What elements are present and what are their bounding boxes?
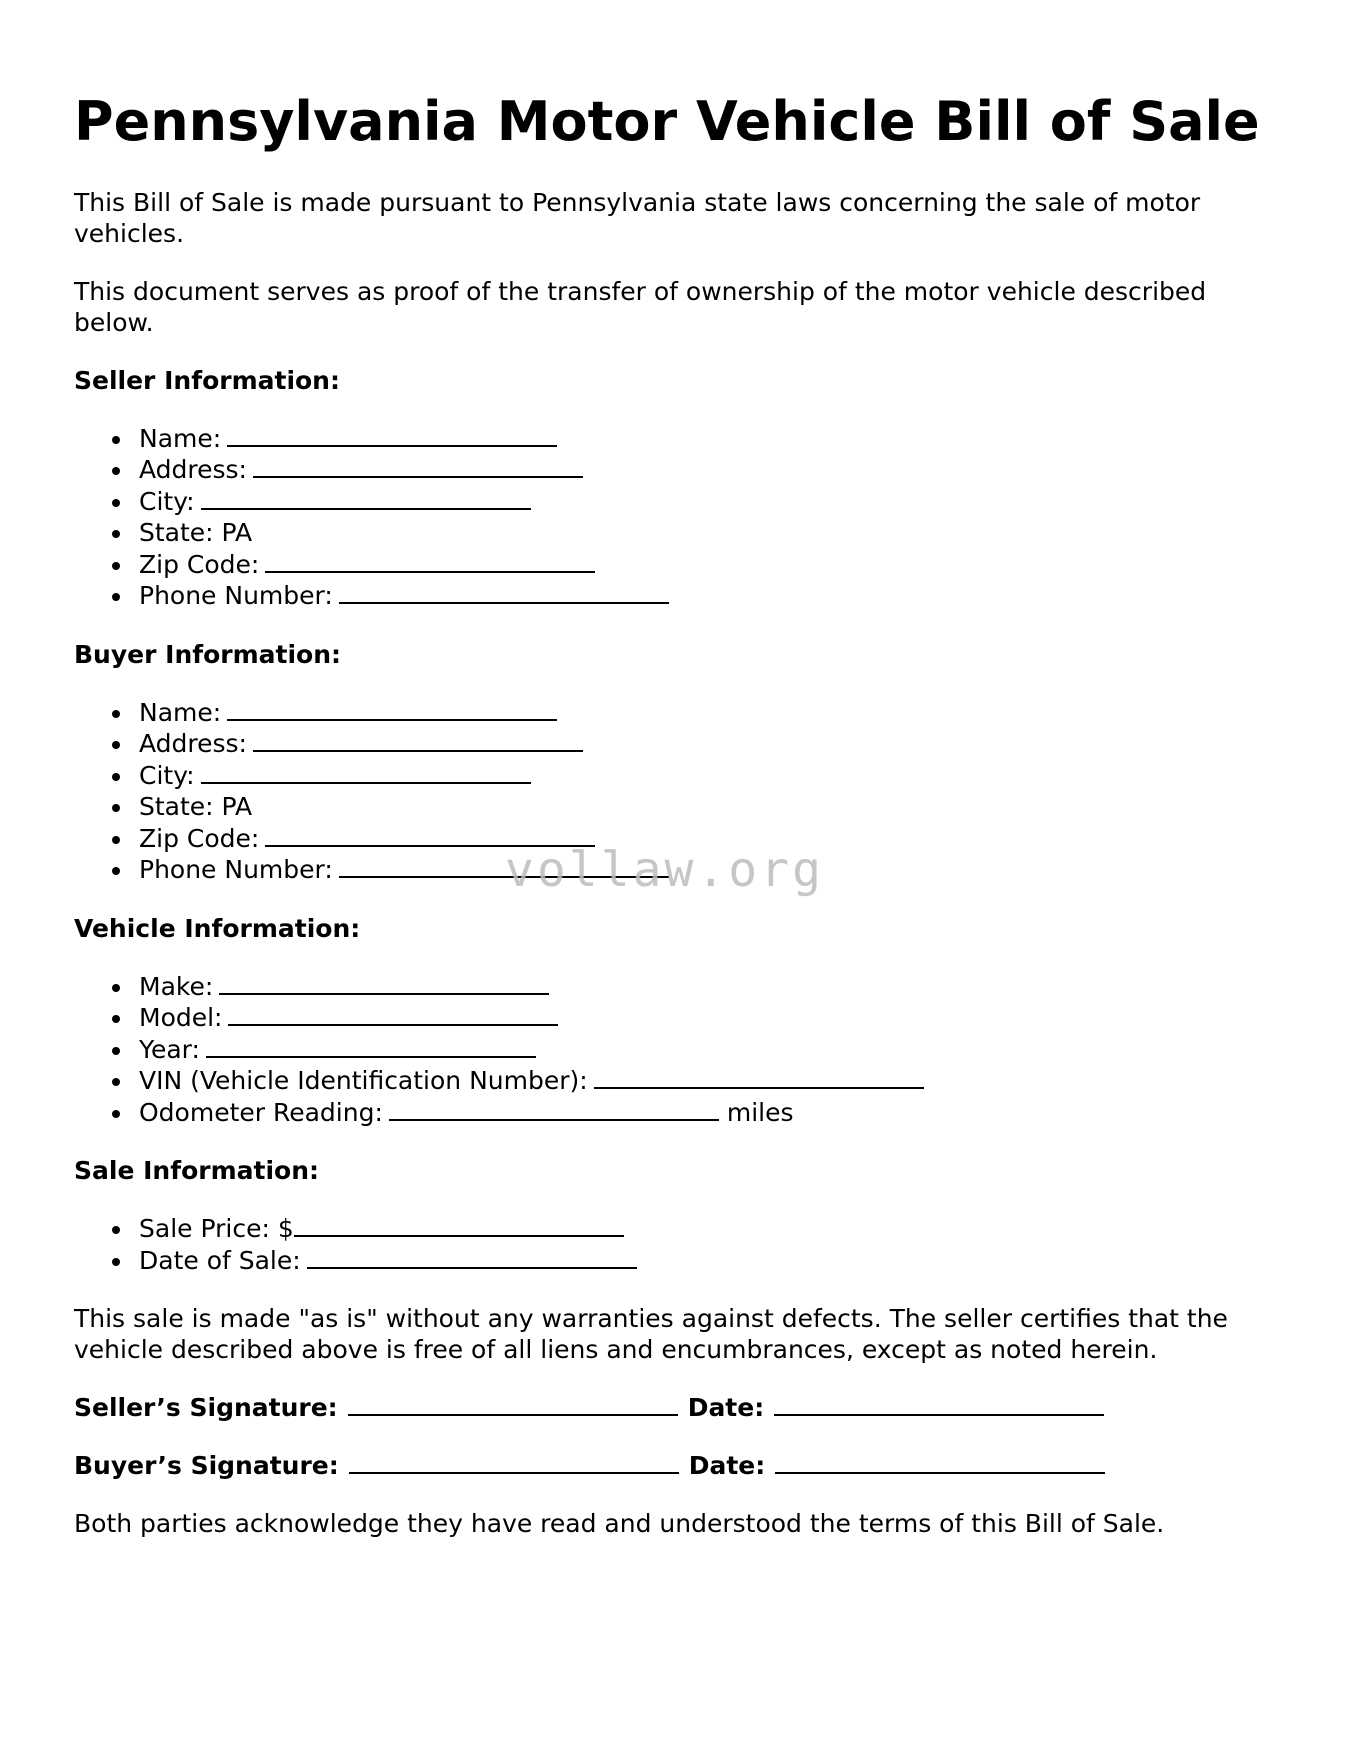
seller-zip-label: Zip Code: [139, 549, 260, 579]
seller-address-label: Address: [139, 455, 247, 485]
seller-heading: Seller Information: [74, 365, 340, 395]
vehicle-year-label: Year: [139, 1034, 200, 1064]
seller-phone-label: Phone Number: [139, 581, 333, 611]
sale-heading: Sale Information: [74, 1156, 319, 1186]
buyer-city-label: City: [139, 760, 195, 790]
buyer-date-blank[interactable] [775, 1452, 1105, 1474]
sale-date-item [139, 1245, 1284, 1277]
buyer-date-label: Date: [688, 1451, 766, 1481]
seller-phone-blank[interactable] [339, 582, 669, 604]
buyer-address-blank[interactable] [253, 730, 583, 752]
seller-city-item [139, 486, 1284, 518]
vehicle-vin-item [139, 1065, 1284, 1097]
seller-city-blank[interactable] [201, 488, 531, 510]
seller-signature-blank[interactable] [348, 1394, 678, 1416]
buyer-phone-label: Phone Number: [139, 855, 333, 885]
vehicle-odometer-unit: miles [726, 1097, 794, 1127]
seller-name-label: Name: [139, 423, 222, 453]
seller-state-item [139, 517, 1284, 549]
vehicle-model-label: Model: [139, 1003, 223, 1033]
as-is-paragraph: This sale is made "as is" without any warranties against defects. The seller certifies that the vehicle described above is free of all liens and encumbrances, except as noted herein. [74, 1304, 1228, 1365]
buyer-city-blank[interactable] [201, 762, 531, 784]
document-title: Pennsylvania Motor Vehicle Bill of Sale [74, 90, 1260, 153]
buyer-state-item [139, 791, 1284, 823]
seller-list [74, 423, 1284, 612]
vehicle-year-blank[interactable] [206, 1036, 536, 1058]
buyer-name-item [139, 697, 1284, 729]
buyer-name-blank[interactable] [227, 699, 557, 721]
buyer-state-label: State: PA [139, 792, 253, 822]
seller-zip-item [139, 549, 1284, 581]
vehicle-model-blank[interactable] [228, 1004, 558, 1026]
vehicle-year-item [139, 1034, 1284, 1066]
vehicle-odometer-item [139, 1097, 1284, 1129]
buyer-signature-line [74, 1450, 1284, 1481]
vehicle-model-item [139, 1002, 1284, 1034]
sale-date-blank[interactable] [307, 1247, 637, 1269]
vehicle-heading: Vehicle Information: [74, 913, 361, 943]
sale-price-item [139, 1213, 1284, 1245]
seller-zip-blank[interactable] [265, 551, 595, 573]
vehicle-odometer-label: Odometer Reading: [139, 1097, 383, 1127]
buyer-signature-label: Buyer’s Signature: [74, 1451, 339, 1481]
vehicle-make-label: Make: [139, 971, 214, 1001]
document-page [74, 90, 1284, 1566]
vehicle-list [74, 971, 1284, 1129]
intro-paragraph-2: This document serves as proof of the transfer of ownership of the motor vehicle described below. [74, 276, 1207, 337]
buyer-zip-label: Zip Code: [139, 823, 260, 853]
seller-address-blank[interactable] [253, 456, 583, 478]
seller-address-item [139, 454, 1284, 486]
seller-city-label: City: [139, 486, 195, 516]
watermark: vollaw.org [505, 842, 824, 898]
sale-list [74, 1213, 1284, 1276]
seller-name-blank[interactable] [227, 425, 557, 447]
seller-date-blank[interactable] [774, 1394, 1104, 1416]
seller-signature-line [74, 1392, 1284, 1423]
seller-signature-label: Seller’s Signature: [74, 1393, 338, 1423]
buyer-address-item [139, 728, 1284, 760]
sale-price-label: Sale Price: $ [139, 1214, 294, 1244]
seller-state-label: State: PA [139, 518, 253, 548]
intro-paragraph-1: This Bill of Sale is made pursuant to Pennsylvania state laws concerning the sale of motor vehicles. [74, 187, 1201, 248]
sale-date-label: Date of Sale: [139, 1245, 301, 1275]
vehicle-odometer-blank[interactable] [389, 1099, 719, 1121]
buyer-city-item [139, 760, 1284, 792]
vehicle-make-blank[interactable] [219, 973, 549, 995]
buyer-signature-blank[interactable] [349, 1452, 679, 1474]
seller-date-label: Date: [687, 1393, 765, 1423]
vehicle-vin-label: VIN (Vehicle Identification Number): [139, 1066, 588, 1096]
buyer-heading: Buyer Information: [74, 639, 342, 669]
closing-paragraph: Both parties acknowledge they have read and understood the terms of this Bill of Sale. [74, 1509, 1165, 1539]
vehicle-make-item [139, 971, 1284, 1003]
sale-price-blank[interactable] [294, 1215, 624, 1237]
seller-phone-item [139, 580, 1284, 612]
vehicle-vin-blank[interactable] [594, 1067, 924, 1089]
buyer-name-label: Name: [139, 697, 222, 727]
buyer-address-label: Address: [139, 729, 247, 759]
seller-name-item [139, 423, 1284, 455]
